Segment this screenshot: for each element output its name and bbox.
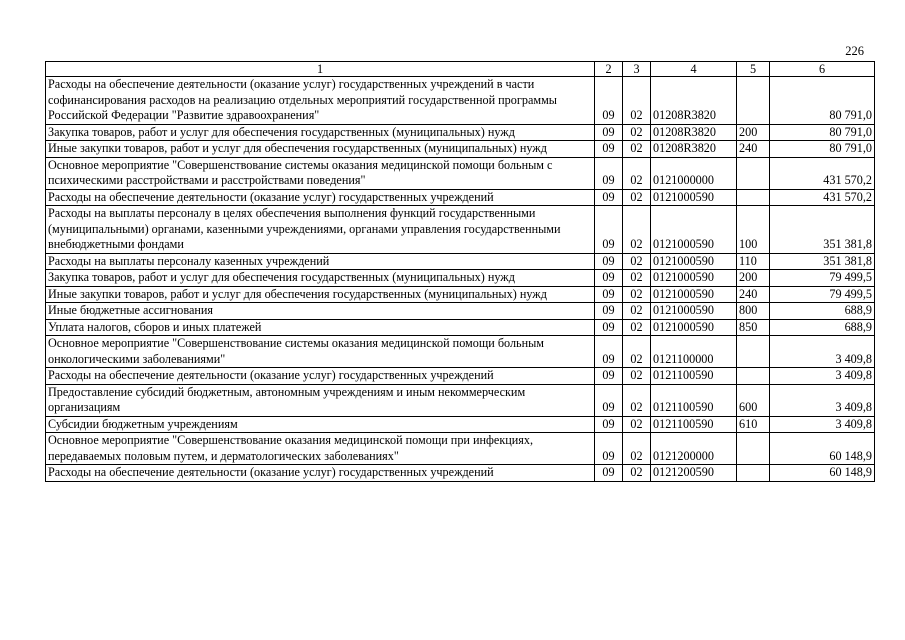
row-target-article: 0121200000 bbox=[651, 433, 737, 465]
table-row bbox=[46, 77, 875, 125]
row-target-article: 0121200590 bbox=[651, 465, 737, 482]
row-amount: 80 791,0 bbox=[770, 77, 875, 125]
row-subsection: 02 bbox=[623, 157, 651, 189]
row-amount: 431 570,2 bbox=[770, 189, 875, 206]
row-expense-type bbox=[737, 465, 770, 482]
row-expense-type: 200 bbox=[737, 124, 770, 141]
row-section: 09 bbox=[595, 157, 623, 189]
row-section: 09 bbox=[595, 416, 623, 433]
row-expense-type: 610 bbox=[737, 416, 770, 433]
row-subsection: 02 bbox=[623, 286, 651, 303]
row-subsection: 02 bbox=[623, 368, 651, 385]
row-target-article: 0121100590 bbox=[651, 384, 737, 416]
row-name: Закупка товаров, работ и услуг для обеспечения государственных (муниципальных) нужд bbox=[46, 270, 595, 287]
row-section: 09 bbox=[595, 141, 623, 158]
budget-table bbox=[45, 61, 875, 482]
table-row bbox=[46, 416, 875, 433]
row-expense-type bbox=[737, 433, 770, 465]
row-subsection: 02 bbox=[623, 433, 651, 465]
row-expense-type: 100 bbox=[737, 206, 770, 254]
row-expense-type: 240 bbox=[737, 286, 770, 303]
row-amount: 3 409,8 bbox=[770, 336, 875, 368]
row-subsection: 02 bbox=[623, 141, 651, 158]
header-row bbox=[46, 62, 875, 77]
table-row bbox=[46, 336, 875, 368]
table-row bbox=[46, 303, 875, 320]
row-section: 09 bbox=[595, 368, 623, 385]
row-amount: 60 148,9 bbox=[770, 465, 875, 482]
row-name: Расходы на обеспечение деятельности (оказание услуг) государственных учреждений bbox=[46, 189, 595, 206]
row-expense-type: 240 bbox=[737, 141, 770, 158]
table-row bbox=[46, 433, 875, 465]
row-expense-type bbox=[737, 368, 770, 385]
row-amount: 3 409,8 bbox=[770, 368, 875, 385]
table-row bbox=[46, 157, 875, 189]
row-expense-type: 110 bbox=[737, 253, 770, 270]
row-name: Предоставление субсидий бюджетным, автономным учреждениям и иным некоммерческим организациям bbox=[46, 384, 595, 416]
row-section: 09 bbox=[595, 206, 623, 254]
row-subsection: 02 bbox=[623, 416, 651, 433]
table-row bbox=[46, 141, 875, 158]
table-row bbox=[46, 206, 875, 254]
row-amount: 3 409,8 bbox=[770, 384, 875, 416]
row-subsection: 02 bbox=[623, 384, 651, 416]
row-target-article: 01208R3820 bbox=[651, 124, 737, 141]
row-expense-type bbox=[737, 336, 770, 368]
row-name: Основное мероприятие "Совершенствование системы оказания медицинской помощи больным с психическими расстройствами и расстройствами поведения" bbox=[46, 157, 595, 189]
table-row bbox=[46, 124, 875, 141]
row-subsection: 02 bbox=[623, 77, 651, 125]
row-expense-type bbox=[737, 77, 770, 125]
row-target-article: 0121100590 bbox=[651, 416, 737, 433]
row-name: Уплата налогов, сборов и иных платежей bbox=[46, 319, 595, 336]
row-subsection: 02 bbox=[623, 206, 651, 254]
row-name: Субсидии бюджетным учреждениям bbox=[46, 416, 595, 433]
row-expense-type: 850 bbox=[737, 319, 770, 336]
row-amount: 60 148,9 bbox=[770, 433, 875, 465]
page-number: 226 bbox=[845, 44, 864, 58]
row-target-article: 0121000590 bbox=[651, 303, 737, 320]
column-header-name: 1 bbox=[46, 62, 595, 77]
table-row bbox=[46, 189, 875, 206]
row-amount: 688,9 bbox=[770, 319, 875, 336]
row-name: Закупка товаров, работ и услуг для обеспечения государственных (муниципальных) нужд bbox=[46, 124, 595, 141]
row-subsection: 02 bbox=[623, 270, 651, 287]
row-section: 09 bbox=[595, 319, 623, 336]
row-name: Основное мероприятие "Совершенствование оказания медицинской помощи при инфекциях, передаваемых половым путем, и дерматологических заболеваниях" bbox=[46, 433, 595, 465]
row-amount: 3 409,8 bbox=[770, 416, 875, 433]
row-subsection: 02 bbox=[623, 465, 651, 482]
row-section: 09 bbox=[595, 189, 623, 206]
row-subsection: 02 bbox=[623, 336, 651, 368]
table-row bbox=[46, 270, 875, 287]
row-section: 09 bbox=[595, 465, 623, 482]
row-expense-type bbox=[737, 157, 770, 189]
row-name: Расходы на обеспечение деятельности (оказание услуг) государственных учреждений bbox=[46, 465, 595, 482]
row-amount: 80 791,0 bbox=[770, 124, 875, 141]
row-name: Расходы на выплаты персоналу казенных учреждений bbox=[46, 253, 595, 270]
row-amount: 351 381,8 bbox=[770, 206, 875, 254]
row-section: 09 bbox=[595, 77, 623, 125]
row-target-article: 0121000590 bbox=[651, 319, 737, 336]
row-name: Основное мероприятие "Совершенствование системы оказания медицинской помощи больным онкологическими заболеваниями" bbox=[46, 336, 595, 368]
row-target-article: 01208R3820 bbox=[651, 77, 737, 125]
row-subsection: 02 bbox=[623, 189, 651, 206]
row-section: 09 bbox=[595, 303, 623, 320]
row-subsection: 02 bbox=[623, 303, 651, 320]
row-amount: 79 499,5 bbox=[770, 270, 875, 287]
column-header-expense-type: 5 bbox=[737, 62, 770, 77]
table-row bbox=[46, 286, 875, 303]
row-target-article: 0121000590 bbox=[651, 286, 737, 303]
table-row bbox=[46, 368, 875, 385]
row-section: 09 bbox=[595, 253, 623, 270]
row-section: 09 bbox=[595, 286, 623, 303]
row-amount: 688,9 bbox=[770, 303, 875, 320]
row-section: 09 bbox=[595, 336, 623, 368]
row-target-article: 0121000590 bbox=[651, 189, 737, 206]
row-expense-type: 800 bbox=[737, 303, 770, 320]
row-name: Расходы на обеспечение деятельности (оказание услуг) государственных учреждений bbox=[46, 368, 595, 385]
row-section: 09 bbox=[595, 270, 623, 287]
column-header-amount: 6 bbox=[770, 62, 875, 77]
row-expense-type: 200 bbox=[737, 270, 770, 287]
column-header-subsection: 3 bbox=[623, 62, 651, 77]
column-header-section: 2 bbox=[595, 62, 623, 77]
row-amount: 79 499,5 bbox=[770, 286, 875, 303]
row-section: 09 bbox=[595, 433, 623, 465]
row-name: Иные закупки товаров, работ и услуг для обеспечения государственных (муниципальных) нужд bbox=[46, 286, 595, 303]
row-name: Иные закупки товаров, работ и услуг для обеспечения государственных (муниципальных) нужд bbox=[46, 141, 595, 158]
row-subsection: 02 bbox=[623, 124, 651, 141]
row-name: Расходы на выплаты персоналу в целях обеспечения выполнения функций государственными (муниципальными) органами, казенными учреждениями, органами управления государственными внебюджетными фондами bbox=[46, 206, 595, 254]
row-amount: 80 791,0 bbox=[770, 141, 875, 158]
row-expense-type bbox=[737, 189, 770, 206]
row-subsection: 02 bbox=[623, 319, 651, 336]
row-target-article: 0121000000 bbox=[651, 157, 737, 189]
row-expense-type: 600 bbox=[737, 384, 770, 416]
row-name: Иные бюджетные ассигнования bbox=[46, 303, 595, 320]
row-section: 09 bbox=[595, 124, 623, 141]
row-amount: 351 381,8 bbox=[770, 253, 875, 270]
column-header-target-article: 4 bbox=[651, 62, 737, 77]
row-target-article: 0121000590 bbox=[651, 206, 737, 254]
row-name: Расходы на обеспечение деятельности (оказание услуг) государственных учреждений в части софинансирования расходов на реализацию отдельных мероприятий государственной программы Российской Федерации "Развитие здравоохранения" bbox=[46, 77, 595, 125]
row-section: 09 bbox=[595, 384, 623, 416]
row-subsection: 02 bbox=[623, 253, 651, 270]
row-target-article: 01208R3820 bbox=[651, 141, 737, 158]
row-target-article: 0121100000 bbox=[651, 336, 737, 368]
table-row bbox=[46, 384, 875, 416]
table-row bbox=[46, 319, 875, 336]
row-target-article: 0121000590 bbox=[651, 270, 737, 287]
row-target-article: 0121100590 bbox=[651, 368, 737, 385]
table-row bbox=[46, 253, 875, 270]
row-amount: 431 570,2 bbox=[770, 157, 875, 189]
row-target-article: 0121000590 bbox=[651, 253, 737, 270]
table-row bbox=[46, 465, 875, 482]
